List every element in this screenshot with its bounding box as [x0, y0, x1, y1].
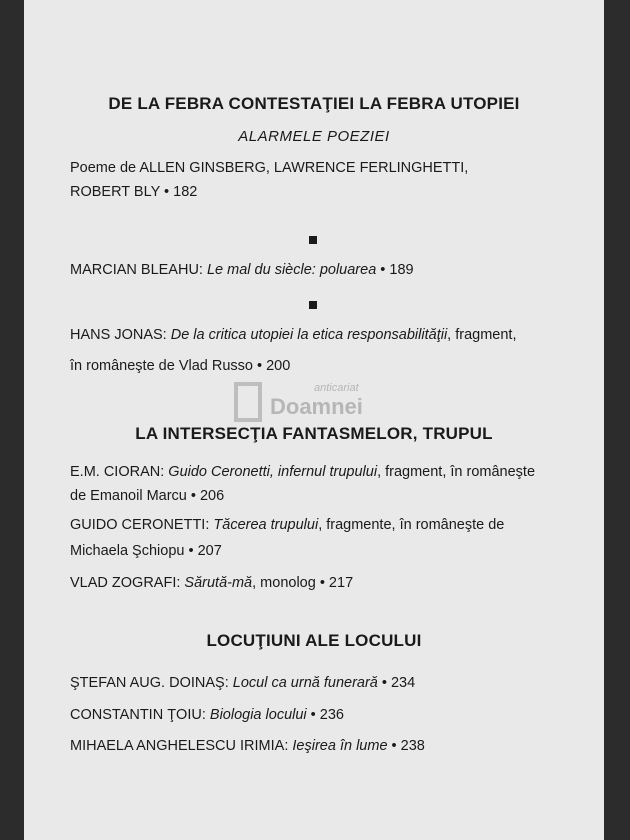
section-heading: LA INTERSECŢIA FANTASMELOR, TRUPUL: [135, 424, 493, 443]
toc-entry: [70, 262, 414, 278]
separator-square: [309, 236, 317, 244]
entry-title: Sărută-mă: [184, 575, 253, 591]
entry-title: Locul ca urnă funerară: [232, 675, 378, 691]
entry-page: • 236: [306, 707, 344, 723]
entry-rest: , fragment, în româneşte: [377, 464, 536, 480]
entry-title: Le mal du siècle: poluarea: [206, 262, 377, 278]
section-subheading: ALARMELE POEZIEI: [238, 128, 390, 145]
toc-entry-line: de Emanoil Marcu • 206: [70, 488, 225, 504]
entry-title: Ieşirea în lume: [292, 738, 388, 754]
entry-title: Biologia locului: [209, 707, 307, 723]
section-heading: LOCUŢIUNI ALE LOCULUI: [206, 631, 422, 650]
toc-entry-line: ROBERT BLY • 182: [70, 184, 198, 200]
book-page: [24, 0, 604, 840]
entry-rest: , fragmente, în româneşte de: [318, 517, 505, 533]
separator-square: [309, 301, 317, 309]
entry-page: • 238: [387, 738, 425, 754]
entry-author: E.M. CIORAN:: [70, 464, 169, 480]
entry-author: MARCIAN BLEAHU:: [70, 262, 207, 278]
entry-author: ŞTEFAN AUG. DOINAŞ:: [70, 675, 233, 691]
entry-author: HANS JONAS:: [70, 327, 171, 343]
toc-entry: [70, 575, 353, 591]
entry-title: Guido Ceronetti, infernul trupului: [168, 464, 378, 480]
entry-author: GUIDO CERONETTI:: [70, 517, 214, 533]
watermark-small-text: anticariat: [314, 382, 359, 394]
entry-author: MIHAELA ANGHELESCU IRIMIA:: [70, 738, 293, 754]
toc-entry: [70, 738, 425, 754]
entry-title: De la critica utopiei la etica responsabilităţii: [170, 327, 448, 343]
watermark-name: Doamnei: [270, 394, 363, 419]
toc-entry: [70, 517, 504, 533]
entry-page: • 189: [376, 262, 414, 278]
toc-entry: [70, 327, 516, 343]
toc-entry: [70, 464, 535, 480]
entry-page: • 234: [377, 675, 416, 691]
toc-entry: [70, 707, 344, 723]
watermark-frame: [234, 382, 262, 422]
toc-entry-line: în româneşte de Vlad Russo • 200: [70, 358, 291, 374]
toc-entry: [70, 675, 415, 691]
toc-entry-line: Poeme de ALLEN GINSBERG, LAWRENCE FERLINGHETTI,: [70, 160, 469, 176]
entry-rest: , monolog • 217: [252, 575, 354, 591]
entry-author: CONSTANTIN ŢOIU:: [70, 707, 210, 723]
toc-entry-line: Michaela Şchiopu • 207: [70, 543, 222, 559]
entry-title: Tăcerea trupului: [213, 517, 319, 533]
entry-rest: , fragment,: [447, 327, 517, 343]
section-heading: DE LA FEBRA CONTESTAŢIEI LA FEBRA UTOPIEI: [108, 94, 520, 113]
entry-author: VLAD ZOGRAFI:: [70, 575, 185, 591]
